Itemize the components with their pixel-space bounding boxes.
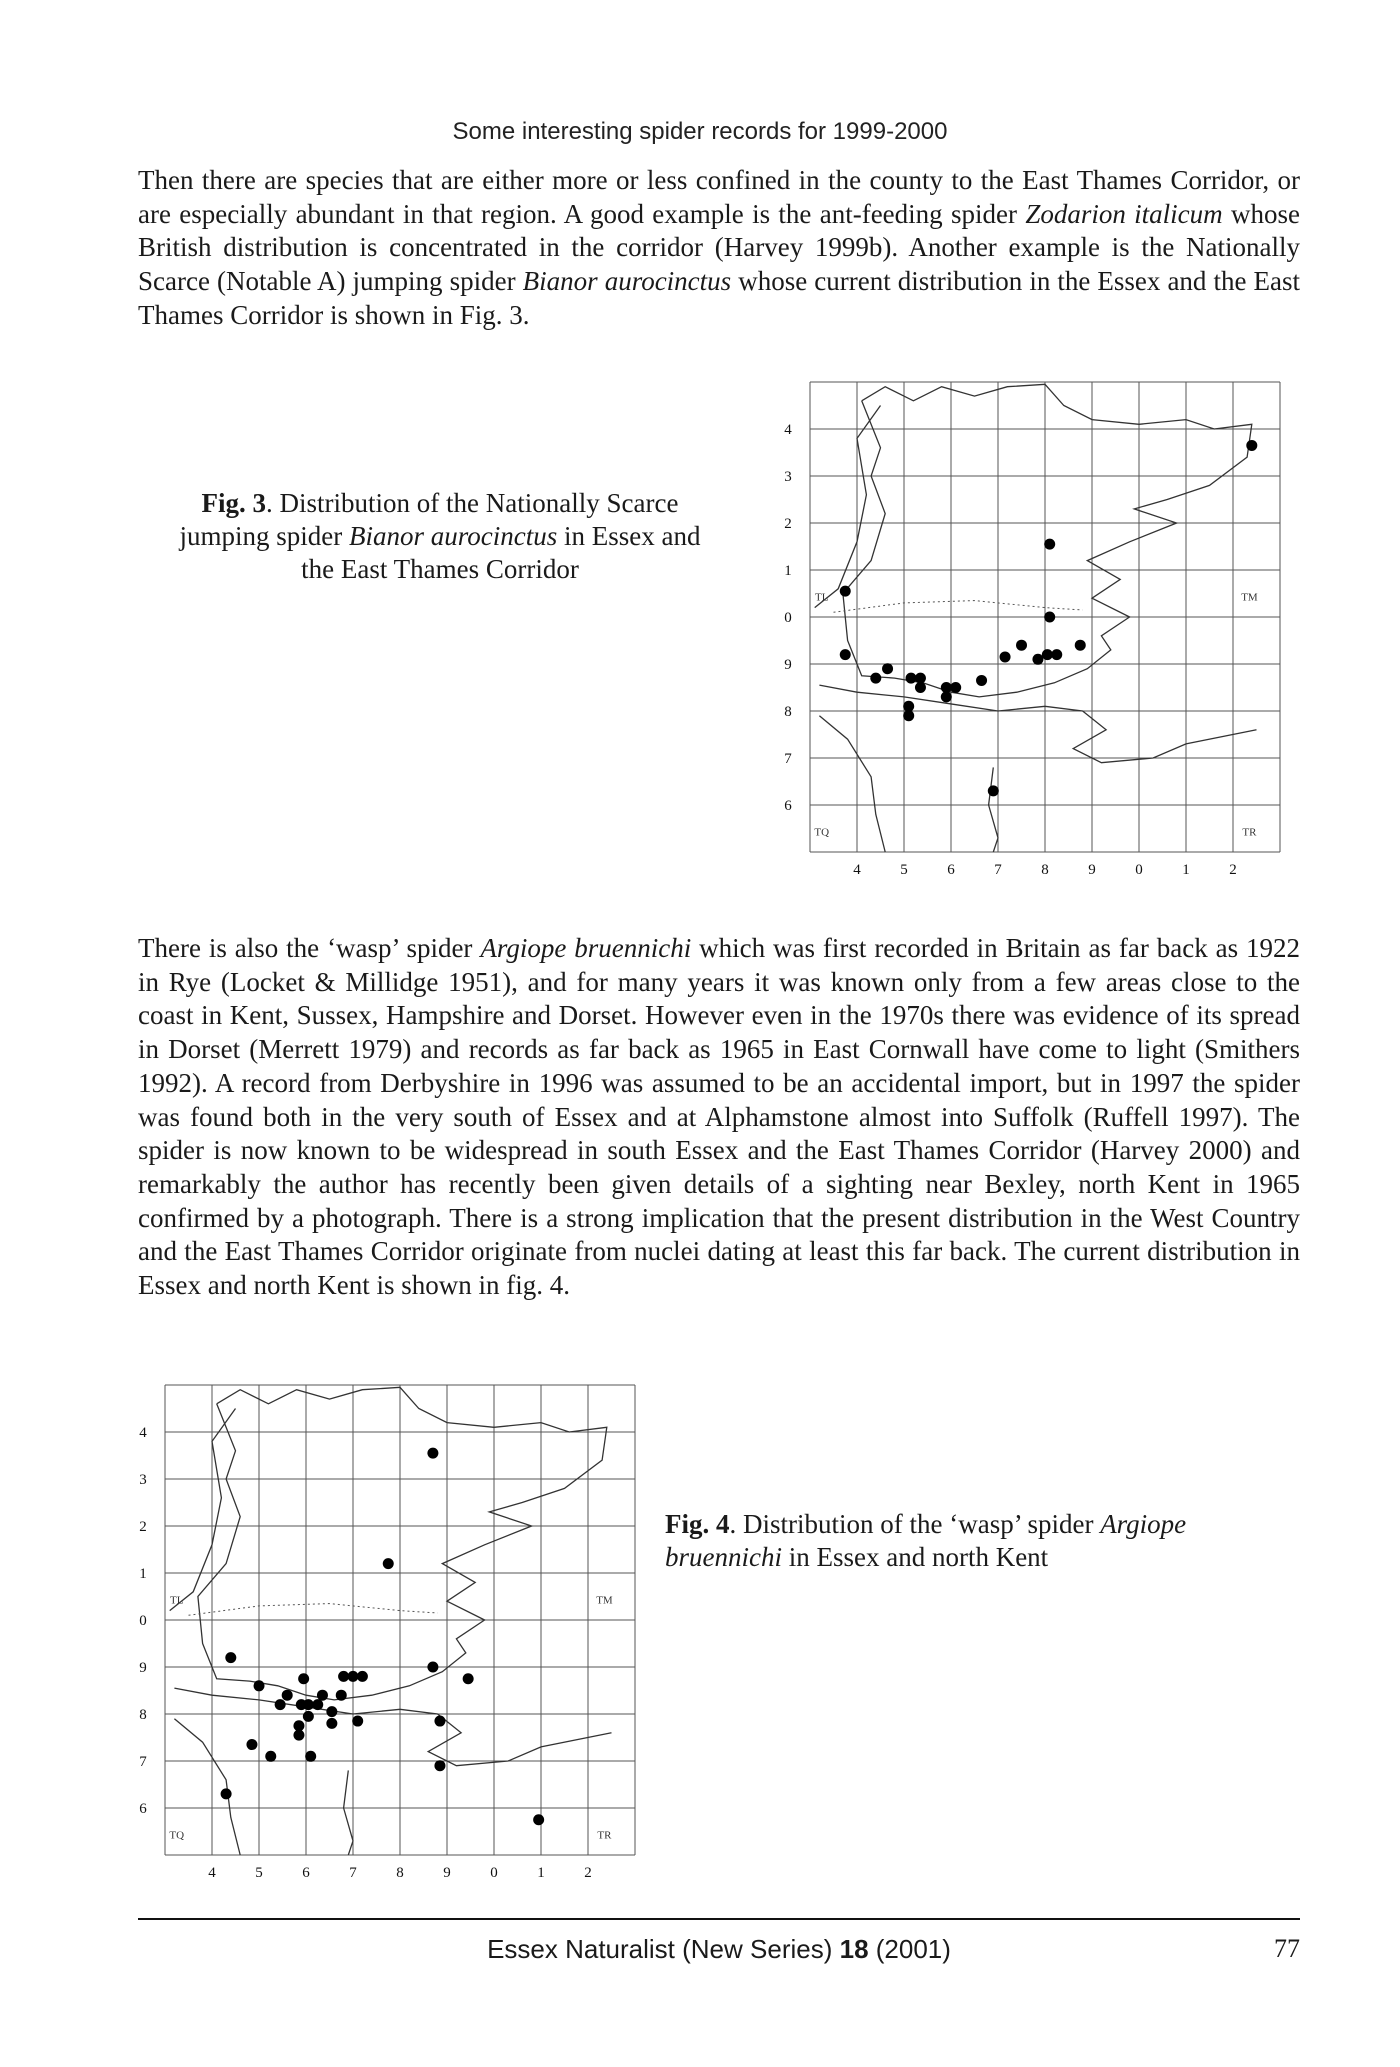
record-dot	[305, 1751, 316, 1762]
record-dot	[357, 1671, 368, 1682]
fig4-label: Fig. 4	[665, 1509, 730, 1539]
grid-square-label: TQ	[814, 826, 830, 839]
body-paragraph-2	[138, 932, 1300, 1303]
record-dot	[1075, 640, 1086, 651]
record-dot	[427, 1448, 438, 1459]
species-name: Zodarion italicum	[1025, 198, 1223, 229]
record-dot	[336, 1690, 347, 1701]
x-tick-label: 4	[208, 1865, 216, 1881]
y-tick-label: 6	[784, 798, 792, 814]
grid-square-label: TQ	[169, 1829, 185, 1842]
record-dot	[326, 1706, 337, 1717]
text-run: whose British distribution is concentrated in the corridor (Harvey 1999b). Another example is the Nationally Scarce (Notable A) jumping spider	[138, 198, 1300, 297]
y-tick-label: 3	[139, 1472, 147, 1488]
text-run: in Essex and north Kent	[781, 1542, 1049, 1572]
x-tick-label: 7	[349, 1865, 357, 1881]
grid-square-label: TM	[596, 1594, 613, 1607]
y-tick-label: 8	[139, 1707, 147, 1723]
species-name: Bianor aurocinctus	[349, 521, 558, 551]
record-dot	[383, 1558, 394, 1569]
record-dot	[434, 1716, 445, 1727]
record-dot	[265, 1751, 276, 1762]
grid-square-label: TL	[170, 1594, 184, 1607]
record-dot	[312, 1699, 323, 1710]
y-tick-label: 7	[139, 1754, 147, 1770]
x-tick-label: 5	[900, 862, 908, 878]
x-tick-label: 6	[302, 1865, 310, 1881]
record-dot	[906, 673, 917, 684]
record-dot	[317, 1690, 328, 1701]
y-tick-label: 1	[139, 1566, 147, 1582]
record-dot	[915, 682, 926, 693]
record-dot	[988, 785, 999, 796]
x-tick-label: 0	[1135, 862, 1143, 878]
record-dot	[254, 1680, 265, 1691]
record-dot	[941, 682, 952, 693]
record-dot	[463, 1673, 474, 1684]
x-tick-label: 5	[255, 1865, 263, 1881]
grid-square-label: TR	[597, 1829, 612, 1842]
y-tick-label: 9	[784, 657, 792, 673]
publication-year: (2001)	[868, 1934, 951, 1964]
species-name: Argiope bruennichi	[665, 1509, 1187, 1572]
grid-square-label: TM	[1241, 591, 1258, 604]
x-tick-label: 2	[1229, 862, 1237, 878]
record-dot	[840, 649, 851, 660]
boundary-south-east	[989, 767, 998, 852]
x-tick-label: 7	[994, 862, 1002, 878]
page-number: 77	[1274, 1934, 1300, 1963]
record-dot	[434, 1760, 445, 1771]
x-tick-label: 4	[853, 862, 861, 878]
grid-square-label: TL	[815, 591, 829, 604]
boundary-south-west	[819, 716, 885, 852]
volume-number: 18	[839, 1934, 869, 1964]
record-dot	[1000, 651, 1011, 662]
x-tick-label: 8	[396, 1865, 404, 1881]
record-dot	[950, 682, 961, 693]
record-dot	[303, 1699, 314, 1710]
boundary-south-east	[344, 1770, 353, 1855]
x-tick-label: 1	[537, 1865, 545, 1881]
record-dot	[1042, 649, 1053, 660]
species-name: Bianor aurocinctus	[522, 266, 732, 297]
text-run: in Essex and the East Thames Corridor	[301, 521, 701, 584]
record-dot	[976, 675, 987, 686]
record-dot	[427, 1662, 438, 1673]
record-dot	[298, 1673, 309, 1684]
x-tick-label: 6	[947, 862, 955, 878]
record-dot	[1051, 649, 1062, 660]
coastline-kent	[174, 1688, 611, 1766]
record-dot	[293, 1730, 304, 1741]
y-tick-label: 1	[784, 563, 792, 579]
record-dot	[1246, 440, 1257, 451]
record-dot	[941, 691, 952, 702]
record-dot	[293, 1720, 304, 1731]
x-tick-label: 8	[1041, 862, 1049, 878]
record-dot	[840, 586, 851, 597]
x-tick-label: 1	[1182, 862, 1190, 878]
county-boundary-west	[815, 406, 881, 608]
x-tick-label: 9	[443, 1865, 451, 1881]
record-dot	[303, 1711, 314, 1722]
journal-name: Essex Naturalist (New Series)	[487, 1934, 840, 1964]
county-boundary-west	[170, 1409, 236, 1611]
text-run: . Distribution of the ‘wasp’ spider	[729, 1509, 1101, 1539]
record-dot	[903, 710, 914, 721]
fig3-label: Fig. 3	[201, 488, 267, 518]
record-dot	[1044, 539, 1055, 550]
record-dot	[1044, 612, 1055, 623]
footer-rule	[138, 1918, 1300, 1920]
text-run: . Distribution of the Nationally Scarce jumping spider	[179, 488, 679, 551]
record-dot	[348, 1671, 359, 1682]
x-tick-label: 9	[1088, 862, 1096, 878]
boundary-south-west	[174, 1719, 240, 1855]
x-tick-label: 2	[584, 1865, 592, 1881]
y-tick-label: 0	[784, 610, 792, 626]
running-head: Some interesting spider records for 1999-2000	[452, 118, 948, 145]
record-dot	[882, 663, 893, 674]
y-tick-label: 8	[784, 704, 792, 720]
fig4-caption	[665, 1508, 1265, 1574]
record-dot	[275, 1699, 286, 1710]
record-dot	[1032, 654, 1043, 665]
y-tick-label: 0	[139, 1613, 147, 1629]
y-tick-label: 4	[784, 422, 792, 438]
y-tick-label: 4	[139, 1425, 147, 1441]
fig4-caption-text	[665, 1509, 1186, 1572]
text-run: There is also the ‘wasp’ spider	[138, 933, 481, 963]
record-dot	[221, 1788, 232, 1799]
record-dot	[326, 1718, 337, 1729]
grid	[165, 1385, 635, 1855]
y-tick-label: 2	[139, 1519, 147, 1535]
record-dot	[533, 1814, 544, 1825]
species-name: Argiope bruennichi	[480, 933, 692, 963]
record-dot	[915, 673, 926, 684]
record-dot	[338, 1671, 349, 1682]
text-run: Then there are species that are either more or less confined in the county to the East Thames Corridor, or are especially abundant in that region. A good example is the ant-feeding spider	[138, 165, 1300, 229]
fig3-distribution-map	[770, 372, 1290, 892]
record-dot	[870, 673, 881, 684]
y-tick-label: 2	[784, 516, 792, 532]
footer-citation	[138, 1934, 1300, 1965]
coastline-kent	[819, 685, 1256, 763]
record-dot	[246, 1739, 257, 1750]
text-run: whose current distribution in the Essex and the East Thames Corridor is shown in Fig. 3.	[138, 266, 1300, 330]
fig4-distribution-map	[125, 1375, 645, 1895]
y-tick-label: 7	[784, 751, 792, 767]
text-run: which was first recorded in Britain as far back as 1922 in Rye (Locket & Millidge 1951), and for many years it was known only from a few areas close to the coast in Kent, Sussex, Hampshire and Dorset. However even in the 1970s there was evidence of its spread in Dorset (Merrett 1979) and records as far back as 1965 in East Cornwall have come to light (Smithers 1992). A record from Derbyshire in 1996 was assumed to be an accidental import, but in 1997 the spider was found both in the very south of Essex and at Alphamstone almost into Suffolk (Ruffell 1997). The spider is now known to be widespread in south Essex and the East Thames Corridor (Harvey 2000) and remarkably the author has recently been given details of a sighting near Bexley, north Kent in 1965 confirmed by a photograph. There is a strong implication that the present distribution in the West Country and the East Thames Corridor originate from nuclei dating at least this far back. The current distribution in Essex and north Kent is shown in fig. 4.	[138, 933, 1301, 1301]
fig3-caption	[160, 487, 720, 586]
y-tick-label: 3	[784, 469, 792, 485]
record-dot	[225, 1652, 236, 1663]
y-tick-label: 9	[139, 1660, 147, 1676]
x-tick-label: 0	[490, 1865, 498, 1881]
record-dot	[352, 1716, 363, 1727]
record-dot	[1016, 640, 1027, 651]
y-tick-label: 6	[139, 1801, 147, 1817]
record-dot	[282, 1690, 293, 1701]
record-dot	[903, 701, 914, 712]
body-paragraph-1	[138, 164, 1300, 333]
grid-square-label: TR	[1242, 826, 1257, 839]
